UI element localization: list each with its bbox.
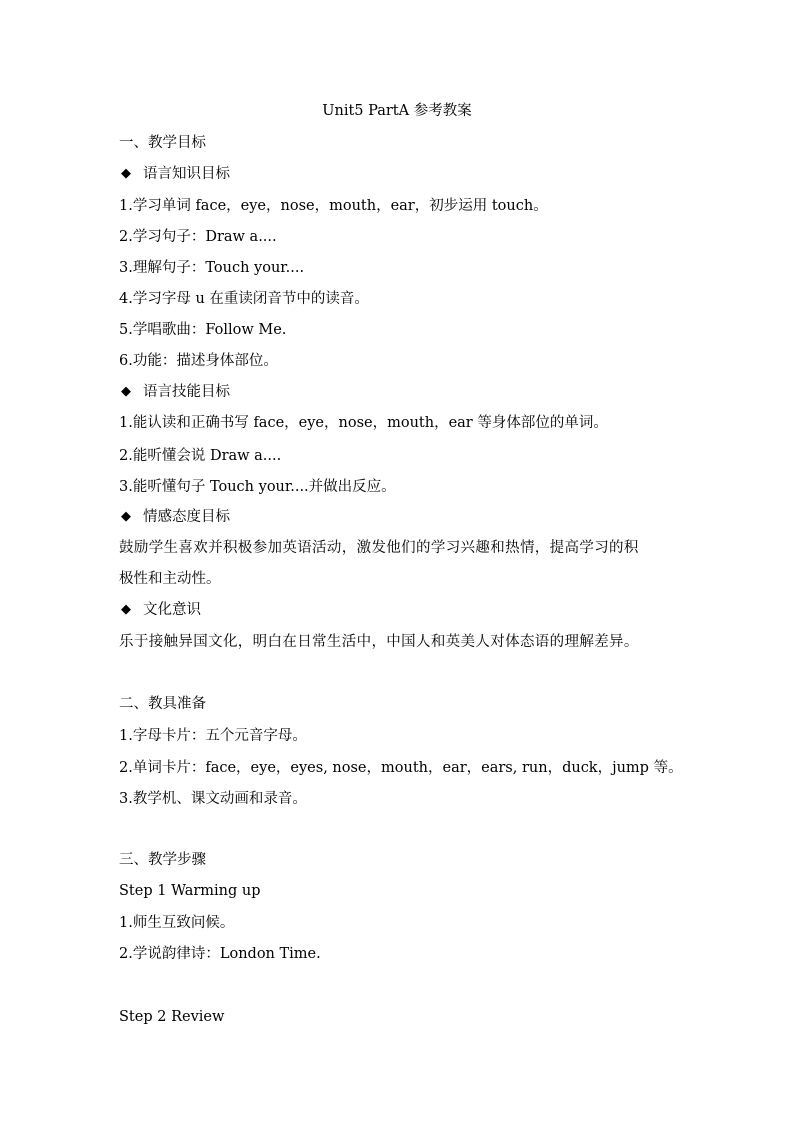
bullet-diamond-icon: ◆ (121, 602, 131, 617)
list-item: 1.师生互致问候。 (119, 915, 235, 931)
list-item: 5.学唱歌曲：Follow Me. (119, 322, 287, 338)
section-heading-materials: 二、教具准备 (119, 696, 206, 712)
step-heading: Step 1 Warming up (119, 883, 261, 899)
paragraph-line: 鼓励学生喜欢并积极参加英语活动，激发他们的学习兴趣和热情，提高学习的积 (119, 540, 639, 556)
subheading-skills: 语言技能目标 (143, 384, 230, 400)
list-item: 1.学习单词 face，eye，nose，mouth，ear，初步运用 touch。 (119, 198, 548, 214)
section-heading-objectives: 一、教学目标 (119, 135, 206, 151)
list-item: 2.能听懂会说 Draw a.... (119, 448, 282, 464)
subheading-culture: 文化意识 (143, 602, 201, 618)
step-heading: Step 2 Review (119, 1009, 225, 1025)
paragraph-line: 乐于接触异国文化，明白在日常生活中，中国人和英美人对体态语的理解差异。 (119, 634, 639, 650)
list-item: 1.字母卡片：五个元音字母。 (119, 728, 307, 744)
bullet-diamond-icon: ◆ (121, 384, 131, 399)
list-item: 2.学习句子：Draw a.... (119, 229, 277, 245)
list-item: 2.学说韵律诗：London Time. (119, 946, 321, 962)
list-item: 1.能认读和正确书写 face，eye，nose，mouth，ear 等身体部位的单词。 (119, 415, 608, 431)
list-item: 3.能听懂句子 Touch your....并做出反应。 (119, 479, 396, 495)
list-item: 3.教学机、课文动画和录音。 (119, 791, 307, 807)
list-item: 6.功能：描述身体部位。 (119, 353, 278, 369)
paragraph-line: 极性和主动性。 (119, 571, 221, 587)
list-item: 3.理解句子：Touch your.... (119, 260, 305, 276)
subheading-knowledge: 语言知识目标 (143, 166, 230, 182)
bullet-diamond-icon: ◆ (121, 166, 131, 181)
list-item: 4.学习字母 u 在重读闭音节中的读音。 (119, 291, 369, 307)
subheading-attitude: 情感态度目标 (143, 509, 230, 525)
section-heading-steps: 三、教学步骤 (119, 852, 206, 868)
list-item: 2.单词卡片：face，eye，eyes, nose，mouth，ear，ears, run，duck，jump 等。 (119, 760, 683, 776)
document-title: Unit5 PartA 参考教案 (322, 103, 472, 119)
bullet-diamond-icon: ◆ (121, 509, 131, 524)
